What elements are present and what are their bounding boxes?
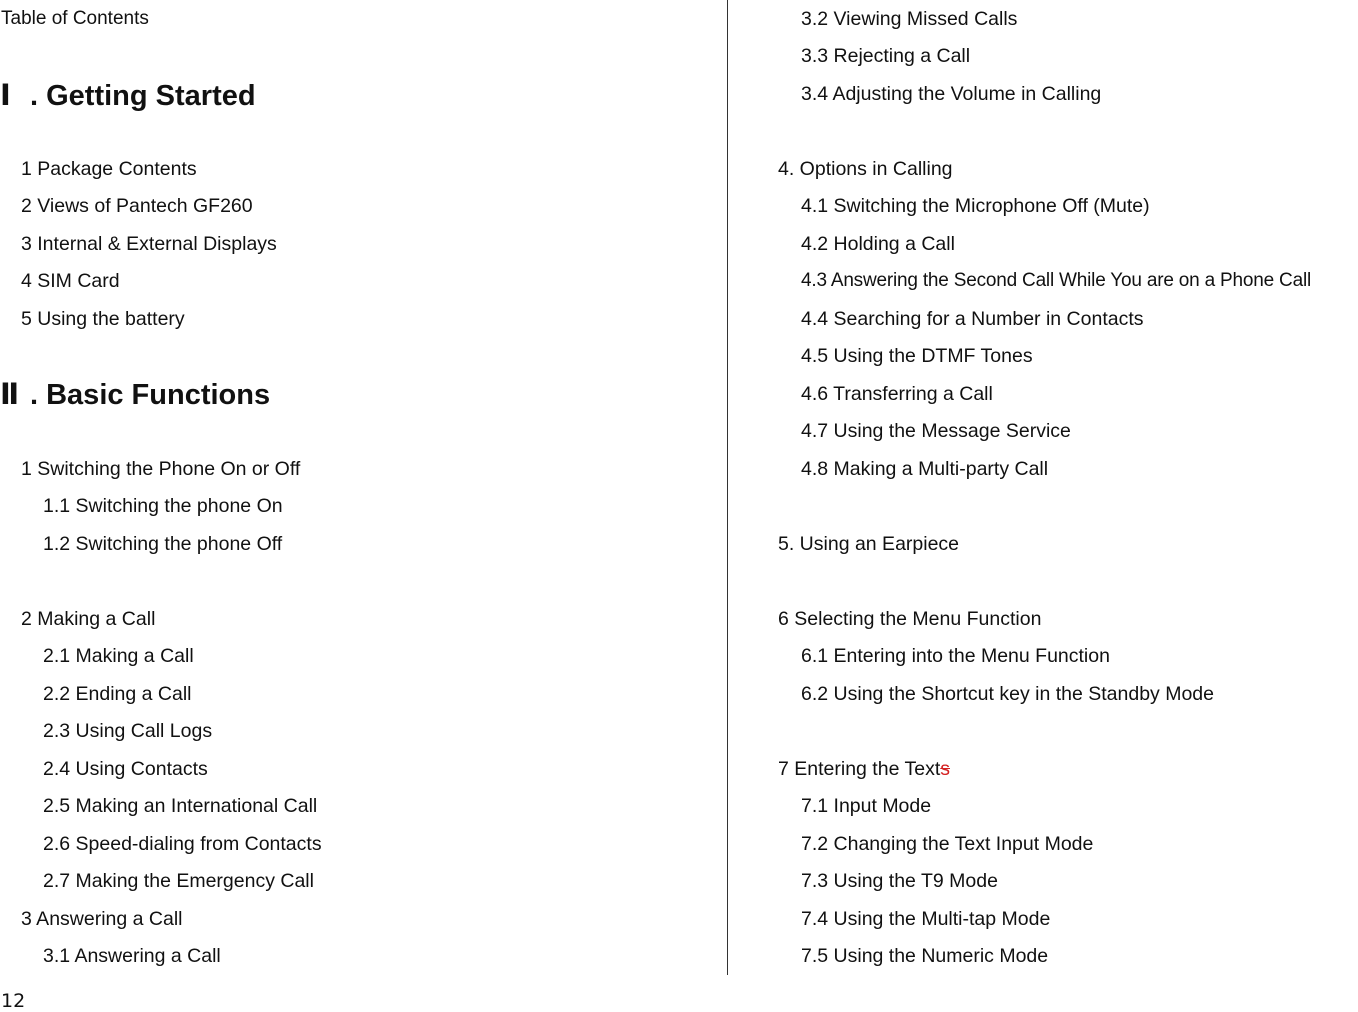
toc-entry[interactable]: 3 Internal & External Displays [21, 233, 277, 255]
section-numeral: Ⅱ [0, 379, 20, 411]
toc-subentry[interactable]: 7.4 Using the Multi-tap Mode [801, 908, 1051, 930]
section-heading-basic-functions[interactable] [0, 378, 270, 412]
toc-entry[interactable]: 1 Switching the Phone On or Off [21, 458, 301, 480]
toc-subentry[interactable]: 3.3 Rejecting a Call [801, 45, 971, 67]
toc-subentry[interactable]: 4.1 Switching the Microphone Off (Mute) [801, 195, 1150, 217]
column-divider [727, 0, 728, 975]
struck-character: s [940, 758, 950, 780]
toc-subentry[interactable]: 2.1 Making a Call [43, 645, 194, 667]
toc-subentry[interactable]: 2.6 Speed-dialing from Contacts [43, 833, 322, 855]
toc-subentry[interactable]: 2.2 Ending a Call [43, 683, 192, 705]
toc-subentry[interactable]: 4.4 Searching for a Number in Contacts [801, 308, 1144, 330]
toc-subentry[interactable]: 1.1 Switching the phone On [43, 495, 283, 517]
toc-subentry[interactable]: 6.1 Entering into the Menu Function [801, 645, 1110, 667]
section-heading-getting-started[interactable] [0, 79, 256, 113]
toc-entry-entering-text[interactable] [778, 757, 950, 781]
toc-entry-text: 7 Entering the Text [778, 758, 941, 780]
toc-entry[interactable]: 5. Using an Earpiece [778, 533, 960, 555]
toc-entry[interactable]: 6 Selecting the Menu Function [778, 608, 1042, 630]
toc-subentry[interactable]: 7.3 Using the T9 Mode [801, 870, 998, 892]
toc-subentry[interactable]: 3.4 Adjusting the Volume in Calling [801, 83, 1102, 105]
toc-subentry[interactable]: 6.2 Using the Shortcut key in the Standby Mode [801, 683, 1214, 705]
toc-subentry[interactable]: 2.3 Using Call Logs [43, 720, 213, 742]
toc-subentry[interactable]: 4.8 Making a Multi-party Call [801, 458, 1049, 480]
toc-entry[interactable]: 3 Answering a Call [21, 908, 183, 930]
toc-subentry[interactable]: 3.1 Answering a Call [43, 945, 221, 967]
toc-subentry[interactable]: 4.5 Using the DTMF Tones [801, 345, 1033, 367]
toc-entry[interactable]: 4 SIM Card [21, 270, 120, 292]
toc-subentry[interactable]: 2.7 Making the Emergency Call [43, 870, 314, 892]
toc-subentry[interactable]: 2.5 Making an International Call [43, 795, 318, 817]
toc-subentry[interactable]: 7.1 Input Mode [801, 795, 932, 817]
toc-subentry[interactable]: 3.2 Viewing Missed Calls [801, 8, 1018, 30]
toc-entry[interactable]: 1 Package Contents [21, 158, 197, 180]
toc-entry[interactable]: 2 Making a Call [21, 608, 156, 630]
toc-subentry[interactable]: 4.2 Holding a Call [801, 233, 955, 255]
page-number: 12 [1, 990, 26, 1012]
toc-entry[interactable]: 4. Options in Calling [778, 158, 953, 180]
toc-subentry[interactable]: 4.3 Answering the Second Call While You are on a Phone Call [801, 270, 1311, 291]
section-numeral: Ⅰ [0, 80, 11, 112]
toc-subentry[interactable]: 4.6 Transferring a Call [801, 383, 993, 405]
page-label: Table of Contents [1, 8, 149, 29]
toc-entry[interactable]: 2 Views of Pantech GF260 [21, 195, 253, 217]
toc-subentry[interactable]: 7.2 Changing the Text Input Mode [801, 833, 1094, 855]
toc-subentry[interactable]: 1.2 Switching the phone Off [43, 533, 283, 555]
toc-subentry[interactable]: 2.4 Using Contacts [43, 758, 208, 780]
section-title: . Getting Started [30, 80, 256, 112]
section-title: . Basic Functions [30, 379, 271, 411]
toc-subentry[interactable]: 4.7 Using the Message Service [801, 420, 1071, 442]
toc-entry[interactable]: 5 Using the battery [21, 308, 185, 330]
toc-subentry[interactable]: 7.5 Using the Numeric Mode [801, 945, 1049, 967]
